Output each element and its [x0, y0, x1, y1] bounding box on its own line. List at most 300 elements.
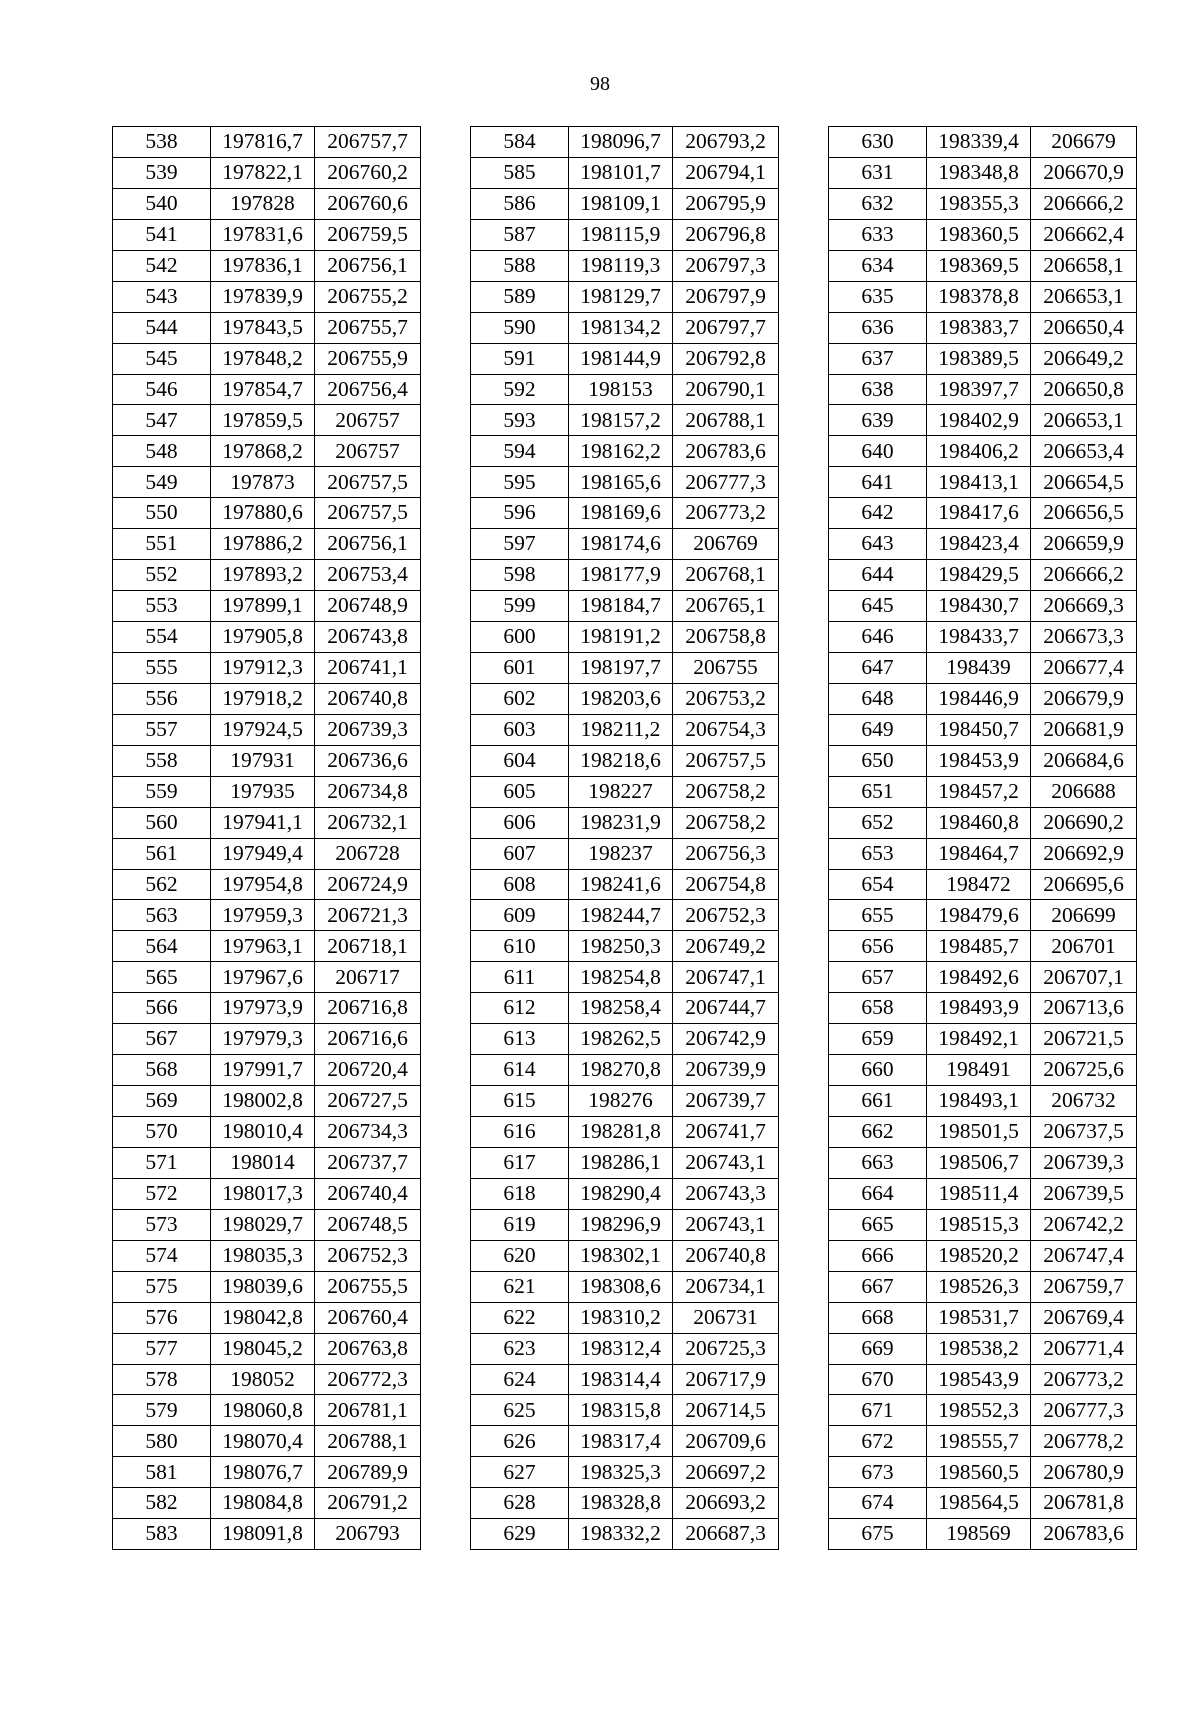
- table-row: [471, 1519, 779, 1550]
- point-number-cell: 651: [829, 776, 927, 807]
- table-row: [829, 498, 1137, 529]
- x-coordinate-cell: 198191,2: [569, 622, 673, 653]
- x-coordinate-cell: 198237: [569, 838, 673, 869]
- table-row: [829, 652, 1137, 683]
- table-row: [471, 188, 779, 219]
- point-number-cell: 664: [829, 1178, 927, 1209]
- point-number-cell: 608: [471, 869, 569, 900]
- y-coordinate-cell: 206653,4: [1031, 436, 1137, 467]
- x-coordinate-cell: 197816,7: [211, 127, 315, 158]
- x-coordinate-cell: 198378,8: [927, 281, 1031, 312]
- x-coordinate-cell: 198315,8: [569, 1395, 673, 1426]
- table-row: [471, 1209, 779, 1240]
- table-row: [829, 869, 1137, 900]
- x-coordinate-cell: 198017,3: [211, 1178, 315, 1209]
- table-row: [113, 467, 421, 498]
- x-coordinate-cell: 198491: [927, 1055, 1031, 1086]
- table-row: [471, 1364, 779, 1395]
- point-number-cell: 590: [471, 312, 569, 343]
- x-coordinate-cell: 197941,1: [211, 807, 315, 838]
- y-coordinate-cell: 206768,1: [673, 560, 779, 591]
- table-row: [113, 405, 421, 436]
- table-row: [471, 374, 779, 405]
- table-row: [113, 529, 421, 560]
- point-number-cell: 654: [829, 869, 927, 900]
- y-coordinate-cell: 206739,7: [673, 1086, 779, 1117]
- point-number-cell: 640: [829, 436, 927, 467]
- x-coordinate-cell: 198276: [569, 1086, 673, 1117]
- y-coordinate-cell: 206752,3: [315, 1240, 421, 1271]
- point-number-cell: 639: [829, 405, 927, 436]
- table-row: [829, 281, 1137, 312]
- point-number-cell: 586: [471, 188, 569, 219]
- point-number-cell: 580: [113, 1426, 211, 1457]
- point-number-cell: 660: [829, 1055, 927, 1086]
- table-row: [471, 436, 779, 467]
- table-row: [829, 776, 1137, 807]
- point-number-cell: 594: [471, 436, 569, 467]
- y-coordinate-cell: 206728: [315, 838, 421, 869]
- table-row: [113, 1333, 421, 1364]
- y-coordinate-cell: 206659,9: [1031, 529, 1137, 560]
- table-row: [829, 1302, 1137, 1333]
- x-coordinate-cell: 198564,5: [927, 1488, 1031, 1519]
- x-coordinate-cell: 198317,4: [569, 1426, 673, 1457]
- y-coordinate-cell: 206756,1: [315, 529, 421, 560]
- point-number-cell: 603: [471, 714, 569, 745]
- table-row: [829, 405, 1137, 436]
- point-number-cell: 622: [471, 1302, 569, 1333]
- y-coordinate-cell: 206754,8: [673, 869, 779, 900]
- y-coordinate-cell: 206732: [1031, 1086, 1137, 1117]
- table-row: [829, 560, 1137, 591]
- x-coordinate-cell: 197854,7: [211, 374, 315, 405]
- table-row: [829, 127, 1137, 158]
- table-row: [113, 900, 421, 931]
- point-number-cell: 636: [829, 312, 927, 343]
- y-coordinate-cell: 206753,4: [315, 560, 421, 591]
- x-coordinate-cell: 198144,9: [569, 343, 673, 374]
- point-number-cell: 606: [471, 807, 569, 838]
- point-number-cell: 546: [113, 374, 211, 405]
- x-coordinate-cell: 198531,7: [927, 1302, 1031, 1333]
- y-coordinate-cell: 206756,1: [315, 250, 421, 281]
- x-coordinate-cell: 197963,1: [211, 931, 315, 962]
- table-row: [113, 1457, 421, 1488]
- y-coordinate-cell: 206765,1: [673, 591, 779, 622]
- x-coordinate-cell: 198439: [927, 652, 1031, 683]
- x-coordinate-cell: 197918,2: [211, 683, 315, 714]
- x-coordinate-cell: 198134,2: [569, 312, 673, 343]
- table-row: [829, 1024, 1137, 1055]
- y-coordinate-cell: 206697,2: [673, 1457, 779, 1488]
- y-coordinate-cell: 206794,1: [673, 157, 779, 188]
- y-coordinate-cell: 206769,4: [1031, 1302, 1137, 1333]
- point-number-cell: 607: [471, 838, 569, 869]
- y-coordinate-cell: 206757: [315, 436, 421, 467]
- point-number-cell: 647: [829, 652, 927, 683]
- y-coordinate-cell: 206777,3: [673, 467, 779, 498]
- table-row: [113, 1302, 421, 1333]
- x-coordinate-cell: 198433,7: [927, 622, 1031, 653]
- y-coordinate-cell: 206763,8: [315, 1333, 421, 1364]
- table-row: [113, 281, 421, 312]
- x-coordinate-cell: 198552,3: [927, 1395, 1031, 1426]
- x-coordinate-cell: 198035,3: [211, 1240, 315, 1271]
- y-coordinate-cell: 206788,1: [315, 1426, 421, 1457]
- table-row: [829, 714, 1137, 745]
- x-coordinate-cell: 198429,5: [927, 560, 1031, 591]
- table-row: [829, 683, 1137, 714]
- y-coordinate-cell: 206758,8: [673, 622, 779, 653]
- table-row: [113, 1426, 421, 1457]
- x-coordinate-cell: 197899,1: [211, 591, 315, 622]
- point-number-cell: 563: [113, 900, 211, 931]
- y-coordinate-cell: 206747,1: [673, 962, 779, 993]
- point-number-cell: 621: [471, 1271, 569, 1302]
- x-coordinate-cell: 197905,8: [211, 622, 315, 653]
- y-coordinate-cell: 206769: [673, 529, 779, 560]
- point-number-cell: 549: [113, 467, 211, 498]
- x-coordinate-cell: 197931: [211, 745, 315, 776]
- table-row: [113, 745, 421, 776]
- x-coordinate-cell: 198157,2: [569, 405, 673, 436]
- y-coordinate-cell: 206757: [315, 405, 421, 436]
- point-number-cell: 558: [113, 745, 211, 776]
- x-coordinate-cell: 198506,7: [927, 1147, 1031, 1178]
- table-row: [829, 993, 1137, 1024]
- y-coordinate-cell: 206755,9: [315, 343, 421, 374]
- point-number-cell: 672: [829, 1426, 927, 1457]
- x-coordinate-cell: 198129,7: [569, 281, 673, 312]
- y-coordinate-cell: 206718,1: [315, 931, 421, 962]
- point-number-cell: 620: [471, 1240, 569, 1271]
- point-number-cell: 547: [113, 405, 211, 436]
- x-coordinate-cell: 198397,7: [927, 374, 1031, 405]
- table-row: [113, 560, 421, 591]
- x-coordinate-cell: 198258,4: [569, 993, 673, 1024]
- y-coordinate-cell: 206755,2: [315, 281, 421, 312]
- point-number-cell: 591: [471, 343, 569, 374]
- y-coordinate-cell: 206741,7: [673, 1117, 779, 1148]
- y-coordinate-cell: 206758,2: [673, 807, 779, 838]
- y-coordinate-cell: 206757,5: [315, 498, 421, 529]
- point-number-cell: 662: [829, 1117, 927, 1148]
- y-coordinate-cell: 206741,1: [315, 652, 421, 683]
- x-coordinate-cell: 198045,2: [211, 1333, 315, 1364]
- point-number-cell: 566: [113, 993, 211, 1024]
- point-number-cell: 674: [829, 1488, 927, 1519]
- table-row: [829, 250, 1137, 281]
- x-coordinate-cell: 198430,7: [927, 591, 1031, 622]
- y-coordinate-cell: 206795,9: [673, 188, 779, 219]
- table-row: [113, 776, 421, 807]
- x-coordinate-cell: 198479,6: [927, 900, 1031, 931]
- point-number-cell: 540: [113, 188, 211, 219]
- y-coordinate-cell: 206650,4: [1031, 312, 1137, 343]
- point-number-cell: 571: [113, 1147, 211, 1178]
- table-row: [471, 993, 779, 1024]
- x-coordinate-cell: 198328,8: [569, 1488, 673, 1519]
- x-coordinate-cell: 197831,6: [211, 219, 315, 250]
- table-row: [113, 250, 421, 281]
- x-coordinate-cell: 198450,7: [927, 714, 1031, 745]
- point-number-cell: 605: [471, 776, 569, 807]
- y-coordinate-cell: 206699: [1031, 900, 1137, 931]
- table-row: [829, 219, 1137, 250]
- table-row: [471, 776, 779, 807]
- x-coordinate-cell: 198029,7: [211, 1209, 315, 1240]
- table-row: [113, 343, 421, 374]
- y-coordinate-cell: 206790,1: [673, 374, 779, 405]
- point-number-cell: 652: [829, 807, 927, 838]
- point-number-cell: 637: [829, 343, 927, 374]
- table-row: [113, 1209, 421, 1240]
- table-row: [113, 1055, 421, 1086]
- point-number-cell: 615: [471, 1086, 569, 1117]
- x-coordinate-cell: 198457,2: [927, 776, 1031, 807]
- x-coordinate-cell: 197959,3: [211, 900, 315, 931]
- point-number-cell: 632: [829, 188, 927, 219]
- point-number-cell: 614: [471, 1055, 569, 1086]
- table-row: [471, 683, 779, 714]
- point-number-cell: 560: [113, 807, 211, 838]
- y-coordinate-cell: 206653,1: [1031, 405, 1137, 436]
- table-row: [829, 838, 1137, 869]
- point-number-cell: 657: [829, 962, 927, 993]
- table-row: [113, 1117, 421, 1148]
- point-number-cell: 599: [471, 591, 569, 622]
- x-coordinate-cell: 197954,8: [211, 869, 315, 900]
- point-number-cell: 565: [113, 962, 211, 993]
- point-number-cell: 667: [829, 1271, 927, 1302]
- table-row: [113, 374, 421, 405]
- point-number-cell: 573: [113, 1209, 211, 1240]
- y-coordinate-cell: 206743,1: [673, 1147, 779, 1178]
- x-coordinate-cell: 198262,5: [569, 1024, 673, 1055]
- point-number-cell: 576: [113, 1302, 211, 1333]
- point-number-cell: 635: [829, 281, 927, 312]
- x-coordinate-cell: 197822,1: [211, 157, 315, 188]
- point-number-cell: 577: [113, 1333, 211, 1364]
- table-row: [471, 1302, 779, 1333]
- table-row: [113, 591, 421, 622]
- point-number-cell: 539: [113, 157, 211, 188]
- table-row: [471, 1457, 779, 1488]
- x-coordinate-cell: 198290,4: [569, 1178, 673, 1209]
- table-row: [471, 622, 779, 653]
- table-row: [471, 745, 779, 776]
- table-row: [113, 807, 421, 838]
- x-coordinate-cell: 198501,5: [927, 1117, 1031, 1148]
- point-number-cell: 597: [471, 529, 569, 560]
- table-row: [113, 652, 421, 683]
- y-coordinate-cell: 206740,8: [673, 1240, 779, 1271]
- x-coordinate-cell: 198511,4: [927, 1178, 1031, 1209]
- y-coordinate-cell: 206721,3: [315, 900, 421, 931]
- point-number-cell: 638: [829, 374, 927, 405]
- table-row: [829, 962, 1137, 993]
- table-row: [829, 745, 1137, 776]
- x-coordinate-cell: 198308,6: [569, 1271, 673, 1302]
- point-number-cell: 663: [829, 1147, 927, 1178]
- x-coordinate-cell: 198096,7: [569, 127, 673, 158]
- point-number-cell: 542: [113, 250, 211, 281]
- point-number-cell: 653: [829, 838, 927, 869]
- point-number-cell: 675: [829, 1519, 927, 1550]
- y-coordinate-cell: 206725,6: [1031, 1055, 1137, 1086]
- x-coordinate-cell: 198296,9: [569, 1209, 673, 1240]
- y-coordinate-cell: 206649,2: [1031, 343, 1137, 374]
- y-coordinate-cell: 206714,5: [673, 1395, 779, 1426]
- table-row: [471, 1055, 779, 1086]
- y-coordinate-cell: 206760,2: [315, 157, 421, 188]
- y-coordinate-cell: 206707,1: [1031, 962, 1137, 993]
- x-coordinate-cell: 198389,5: [927, 343, 1031, 374]
- table-row: [113, 838, 421, 869]
- point-number-cell: 633: [829, 219, 927, 250]
- point-number-cell: 661: [829, 1086, 927, 1117]
- y-coordinate-cell: 206792,8: [673, 343, 779, 374]
- y-coordinate-cell: 206754,3: [673, 714, 779, 745]
- y-coordinate-cell: 206760,6: [315, 188, 421, 219]
- table-row: [829, 157, 1137, 188]
- point-number-cell: 617: [471, 1147, 569, 1178]
- x-coordinate-cell: 198203,6: [569, 683, 673, 714]
- table-row: [471, 498, 779, 529]
- x-coordinate-cell: 198369,5: [927, 250, 1031, 281]
- table-row: [471, 157, 779, 188]
- y-coordinate-cell: 206739,3: [1031, 1147, 1137, 1178]
- table-row: [829, 1333, 1137, 1364]
- y-coordinate-cell: 206734,8: [315, 776, 421, 807]
- x-coordinate-cell: 198302,1: [569, 1240, 673, 1271]
- point-number-cell: 609: [471, 900, 569, 931]
- y-coordinate-cell: 206739,9: [673, 1055, 779, 1086]
- x-coordinate-cell: 198227: [569, 776, 673, 807]
- x-coordinate-cell: 198543,9: [927, 1364, 1031, 1395]
- point-number-cell: 548: [113, 436, 211, 467]
- y-coordinate-cell: 206658,1: [1031, 250, 1137, 281]
- table-row: [471, 900, 779, 931]
- x-coordinate-cell: 198241,6: [569, 869, 673, 900]
- y-coordinate-cell: 206713,6: [1031, 993, 1137, 1024]
- x-coordinate-cell: 197979,3: [211, 1024, 315, 1055]
- y-coordinate-cell: 206717,9: [673, 1364, 779, 1395]
- point-number-cell: 544: [113, 312, 211, 343]
- point-number-cell: 543: [113, 281, 211, 312]
- point-number-cell: 568: [113, 1055, 211, 1086]
- point-number-cell: 574: [113, 1240, 211, 1271]
- table-row: [471, 931, 779, 962]
- y-coordinate-cell: 206793,2: [673, 127, 779, 158]
- point-number-cell: 645: [829, 591, 927, 622]
- y-coordinate-cell: 206687,3: [673, 1519, 779, 1550]
- table-row: [829, 1426, 1137, 1457]
- table-row: [471, 250, 779, 281]
- x-coordinate-cell: 198312,4: [569, 1333, 673, 1364]
- y-coordinate-cell: 206724,9: [315, 869, 421, 900]
- x-coordinate-cell: 198555,7: [927, 1426, 1031, 1457]
- y-coordinate-cell: 206797,7: [673, 312, 779, 343]
- point-number-cell: 569: [113, 1086, 211, 1117]
- table-row: [471, 343, 779, 374]
- table-row: [113, 869, 421, 900]
- table-row: [471, 1333, 779, 1364]
- point-number-cell: 656: [829, 931, 927, 962]
- table-row: [113, 1395, 421, 1426]
- x-coordinate-cell: 198162,2: [569, 436, 673, 467]
- point-number-cell: 626: [471, 1426, 569, 1457]
- point-number-cell: 671: [829, 1395, 927, 1426]
- table-row: [471, 652, 779, 683]
- x-coordinate-cell: 197868,2: [211, 436, 315, 467]
- y-coordinate-cell: 206693,2: [673, 1488, 779, 1519]
- x-coordinate-cell: 198052: [211, 1364, 315, 1395]
- point-number-cell: 628: [471, 1488, 569, 1519]
- x-coordinate-cell: 198492,6: [927, 962, 1031, 993]
- point-number-cell: 610: [471, 931, 569, 962]
- point-number-cell: 649: [829, 714, 927, 745]
- point-number-cell: 561: [113, 838, 211, 869]
- table-row: [471, 838, 779, 869]
- table-row: [113, 683, 421, 714]
- y-coordinate-cell: 206797,3: [673, 250, 779, 281]
- table-row: [829, 1395, 1137, 1426]
- x-coordinate-cell: 198492,1: [927, 1024, 1031, 1055]
- y-coordinate-cell: 206757,5: [673, 745, 779, 776]
- page-number: 98: [590, 73, 610, 95]
- point-number-cell: 623: [471, 1333, 569, 1364]
- y-coordinate-cell: 206771,4: [1031, 1333, 1137, 1364]
- y-coordinate-cell: 206791,2: [315, 1488, 421, 1519]
- x-coordinate-cell: 198091,8: [211, 1519, 315, 1550]
- point-number-cell: 613: [471, 1024, 569, 1055]
- point-number-cell: 648: [829, 683, 927, 714]
- point-number-cell: 582: [113, 1488, 211, 1519]
- x-coordinate-cell: 198115,9: [569, 219, 673, 250]
- x-coordinate-cell: 198560,5: [927, 1457, 1031, 1488]
- table-row: [113, 993, 421, 1024]
- y-coordinate-cell: 206720,4: [315, 1055, 421, 1086]
- table-row: [829, 931, 1137, 962]
- y-coordinate-cell: 206789,9: [315, 1457, 421, 1488]
- x-coordinate-cell: 198339,4: [927, 127, 1031, 158]
- table-row: [829, 343, 1137, 374]
- y-coordinate-cell: 206662,4: [1031, 219, 1137, 250]
- y-coordinate-cell: 206721,5: [1031, 1024, 1137, 1055]
- point-number-cell: 643: [829, 529, 927, 560]
- table-row: [471, 1178, 779, 1209]
- x-coordinate-cell: 198520,2: [927, 1240, 1031, 1271]
- y-coordinate-cell: 206756,3: [673, 838, 779, 869]
- y-coordinate-cell: 206753,2: [673, 683, 779, 714]
- point-number-cell: 575: [113, 1271, 211, 1302]
- x-coordinate-cell: 198218,6: [569, 745, 673, 776]
- x-coordinate-cell: 198413,1: [927, 467, 1031, 498]
- x-coordinate-cell: 198042,8: [211, 1302, 315, 1333]
- table-row: [113, 962, 421, 993]
- point-number-cell: 554: [113, 622, 211, 653]
- x-coordinate-cell: 197859,5: [211, 405, 315, 436]
- x-coordinate-cell: 197912,3: [211, 652, 315, 683]
- table-row: [113, 1147, 421, 1178]
- table-row: [471, 529, 779, 560]
- point-number-cell: 634: [829, 250, 927, 281]
- y-coordinate-cell: 206781,8: [1031, 1488, 1137, 1519]
- y-coordinate-cell: 206666,2: [1031, 188, 1137, 219]
- y-coordinate-cell: 206740,8: [315, 683, 421, 714]
